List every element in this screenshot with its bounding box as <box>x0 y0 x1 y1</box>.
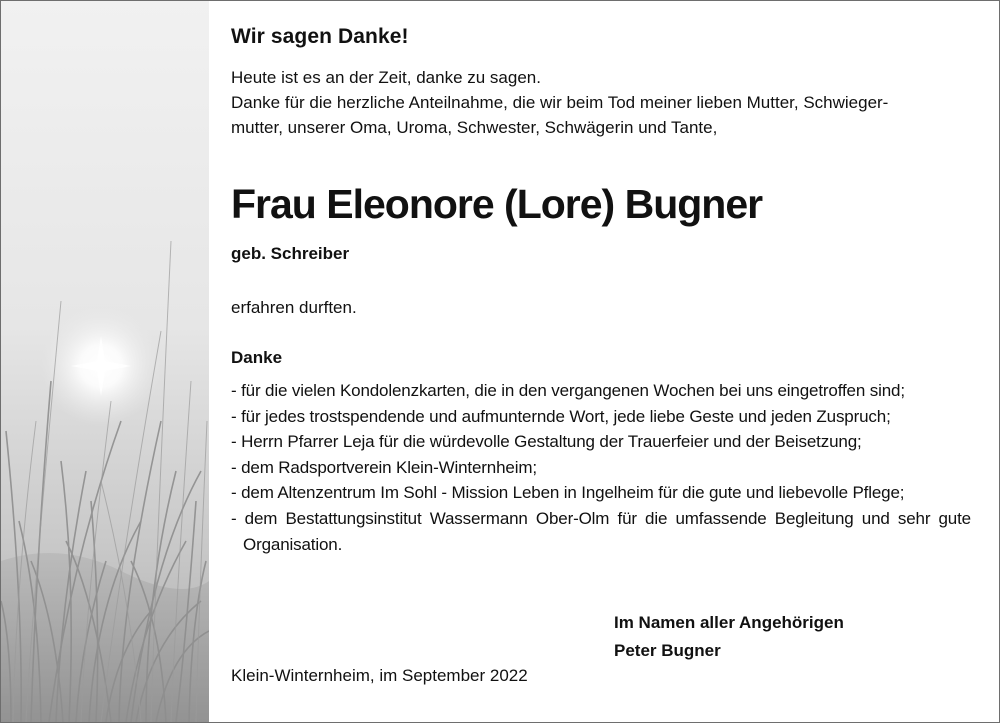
thanks-list <box>231 378 971 557</box>
intro-paragraph <box>231 65 976 140</box>
place-date: Klein-Winternheim, im September 2022 <box>231 666 528 685</box>
notice-heading: Wir sagen Danke! <box>231 25 409 48</box>
birth-name: geb. Schreiber <box>231 244 350 263</box>
thanks-title: Danke <box>231 348 283 367</box>
thanks-item: - dem Radsportverein Klein-Winternheim; <box>231 457 537 477</box>
signature-name: Peter Bugner <box>614 641 721 660</box>
thanks-item: - für die vielen Kondolenzkarten, die in den vergangenen Wochen bei uns eingetroffen sind; <box>231 381 905 400</box>
thanks-item: - dem Bestattungsinstitut Wassermann Ober-Olm für die umfassende Begleitung und sehr gute Organisation. <box>231 508 971 554</box>
grass-sunset-image <box>1 1 209 722</box>
notice-content <box>231 1 976 722</box>
intro-line: Danke für die herzliche Anteilnahme, die wir beim Tod meiner lieben Mutter, Schwieger- <box>231 93 889 112</box>
thanks-item: - Herrn Pfarrer Leja für die würdevolle Gestaltung der Trauerfeier und der Beisetzung; <box>231 432 862 452</box>
deceased-name: Frau Eleonore (Lore) Bugner <box>231 181 763 227</box>
thanks-item: - dem Altenzentrum Im Sohl - Mission Leben in Ingelheim für die gute und liebevolle Pflege; <box>231 483 905 503</box>
signature-block <box>614 609 844 665</box>
experienced-text: erfahren durften. <box>231 298 357 317</box>
signature-line: Im Namen aller Angehörigen <box>614 613 844 632</box>
intro-line: Heute ist es an der Zeit, danke zu sagen. <box>231 68 541 87</box>
intro-line: mutter, unserer Oma, Uroma, Schwester, Schwägerin und Tante, <box>231 118 718 137</box>
thanks-item: - für jedes trostspendende und aufmunternde Wort, jede liebe Geste und jeden Zuspruch; <box>231 406 891 426</box>
